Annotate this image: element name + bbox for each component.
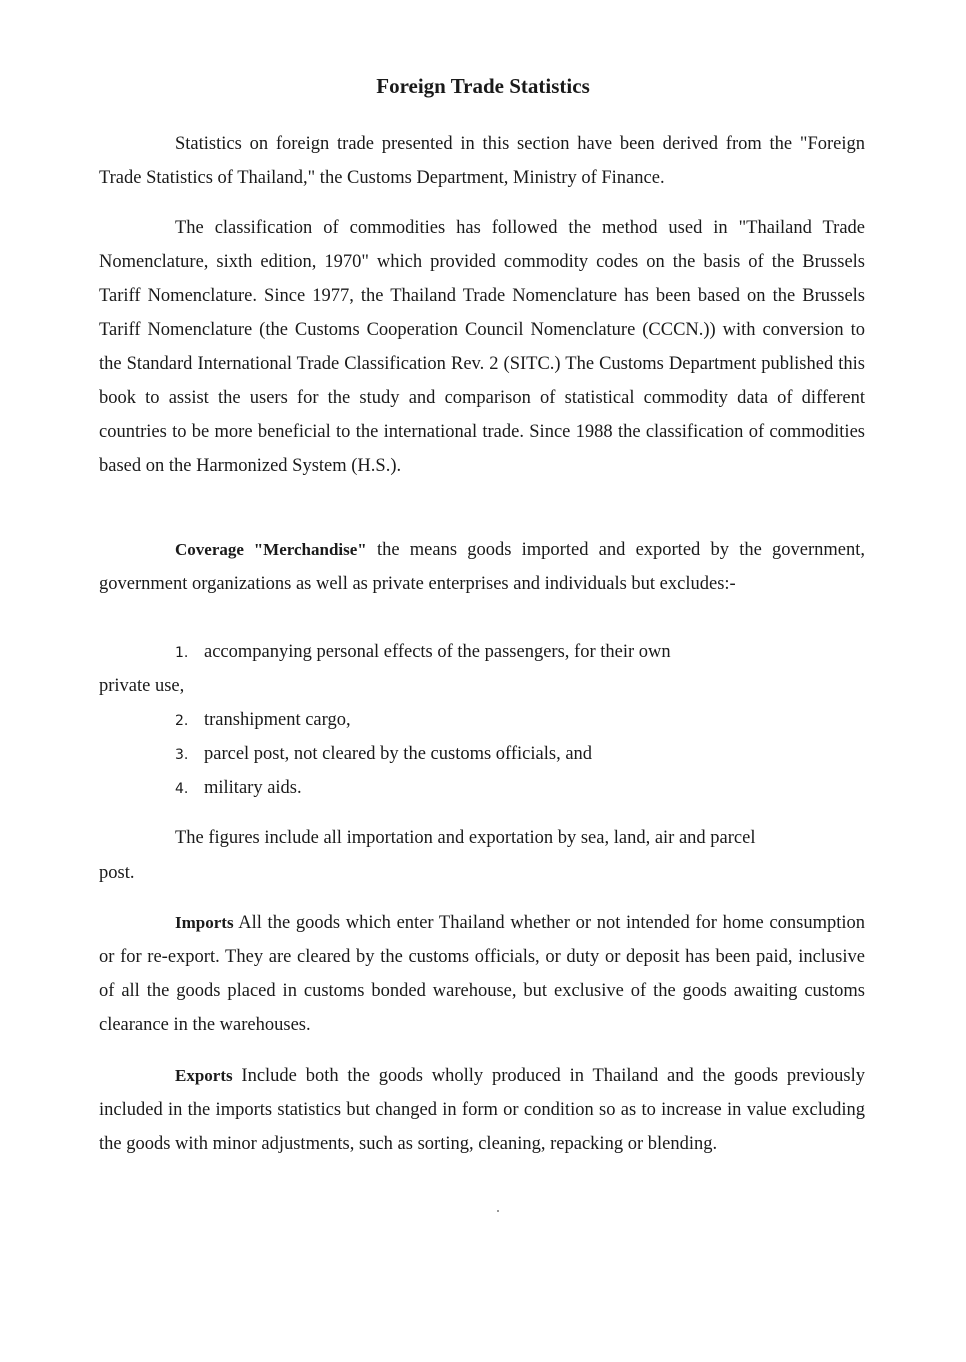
exclusion-item-4 xyxy=(175,771,865,806)
coverage-paragraph xyxy=(99,533,865,601)
list-text: accompanying personal effects of the passengers, for their own xyxy=(204,642,671,662)
intro-paragraph xyxy=(99,127,865,195)
classification-text: The classification of commodities has followed the method used in "Thailand Trade Nomenclature, sixth edition, 1970" which provided commodity codes on the basis of the Brussels Tariff Nomenclature. Since 1977, the Thailand Trade Nomenclature has been based on the Brussels Tariff Nomenclature (the Customs Cooperation Council Nomenclature (CCCN.)) with conversion to the Standard International Trade Classification Rev. 2 (SITC.) The Customs Department published this book to assist the users for the study and comparison of statistical commodity data of different countries to be more beneficial to the international trade. Since 1988 the classification of commodities based on the Harmonized System (H.S.). xyxy=(99,218,865,476)
list-number: 1. xyxy=(175,645,189,661)
list-text: parcel post, not cleared by the customs officials, and xyxy=(204,744,593,764)
classification-paragraph xyxy=(99,211,865,483)
page-title: Foreign Trade Statistics xyxy=(376,74,590,98)
list-number: 3. xyxy=(175,747,189,763)
imports-heading: Imports xyxy=(175,913,234,932)
exports-heading: Exports xyxy=(175,1066,233,1085)
list-number: 4. xyxy=(175,781,189,797)
coverage-heading: Coverage "Merchandise" xyxy=(175,540,367,559)
coverage-text: the means goods imported and exported by the government, government organizations as well as private enterprises and individuals but excludes:- xyxy=(99,540,865,594)
exclusion-item-1 xyxy=(175,635,865,670)
list-number: 2. xyxy=(175,713,189,729)
exports-paragraph xyxy=(99,1059,865,1161)
figures-text: The figures include all importation and exportation by sea, land, air and parcel xyxy=(175,828,756,848)
figures-paragraph xyxy=(175,821,865,855)
exclusion-item-3 xyxy=(175,737,865,772)
list-text: military aids. xyxy=(204,778,302,798)
imports-paragraph xyxy=(99,906,865,1042)
exports-text: Include both the goods wholly produced in Thailand and the goods previously included in the imports statistics but changed in form or condition so as to increase in value excluding the goods with minor adjustments, such as sorting, cleaning, repacking or blending. xyxy=(99,1066,865,1154)
exclusion-item-2 xyxy=(175,703,865,738)
imports-text: All the goods which enter Thailand whether or not intended for home consumption or for re-export. They are cleared by the customs officials, or duty or deposit has been paid, inclusive of all the goods placed in customs bonded warehouse, but exclusive of the goods awaiting customs clearance in the warehouses. xyxy=(99,913,866,1035)
figures-continuation: post. xyxy=(99,863,135,883)
exclusion-item-1-continuation: private use, xyxy=(99,676,185,696)
list-text: transhipment cargo, xyxy=(204,710,351,730)
scan-speck xyxy=(497,1210,499,1212)
intro-text: Statistics on foreign trade presented in this section have been derived from the "Foreign Trade Statistics of Thailand," the Customs Department, Ministry of Finance. xyxy=(99,134,865,188)
